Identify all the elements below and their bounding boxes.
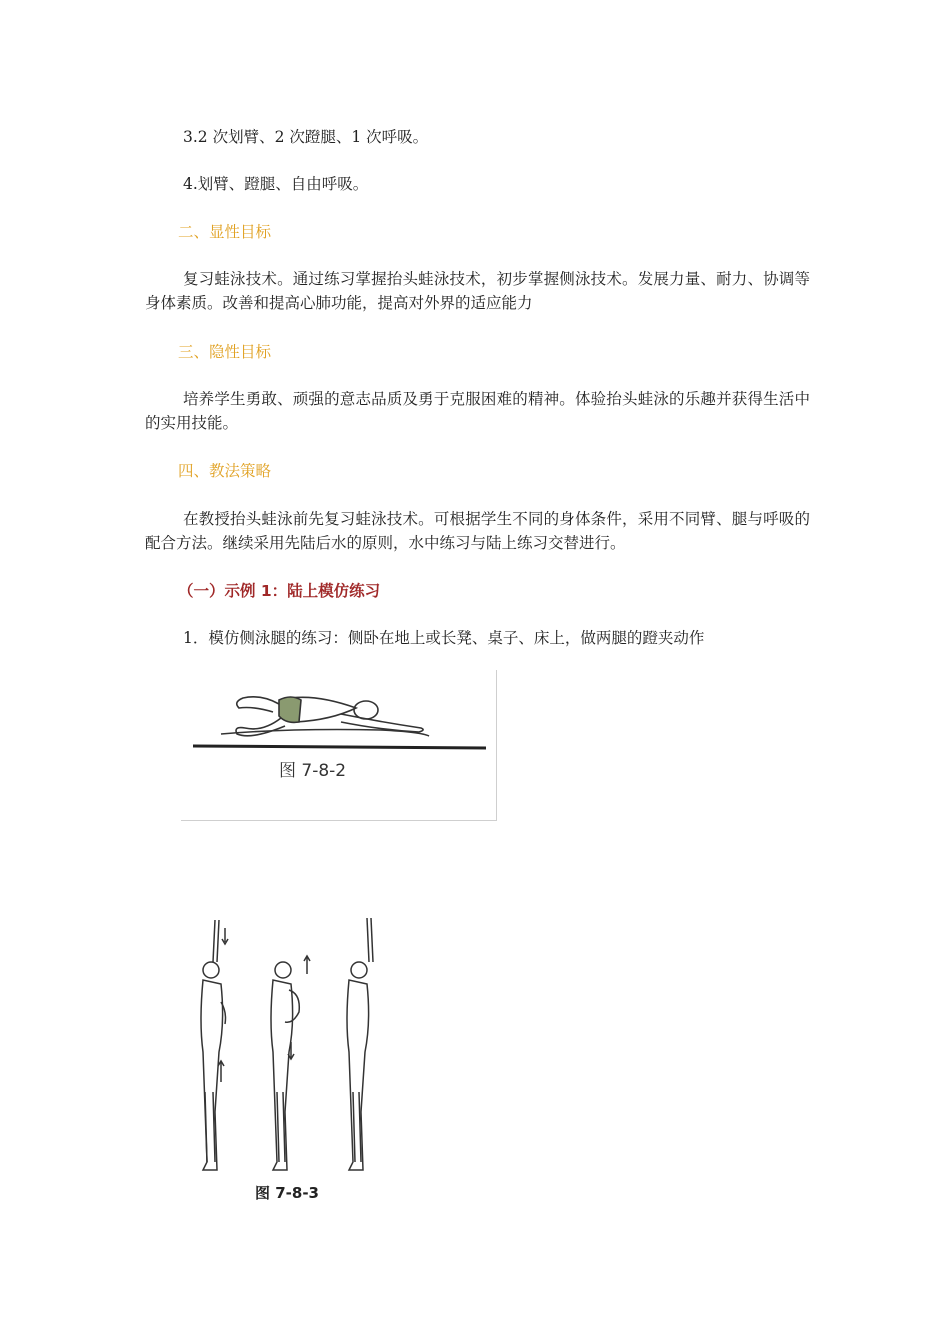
figure-side-lying-kick xyxy=(181,670,497,821)
standing-figure-3 xyxy=(347,918,373,1170)
side-lying-swimmer-illustration xyxy=(181,670,496,820)
section-teaching-strategy-title: 四、教法策略 xyxy=(178,462,272,480)
practice-line-4: 4.划臂、蹬腿、自由呼吸。 xyxy=(183,175,369,193)
figure-standing-arm-practice xyxy=(181,912,381,1207)
section-explicit-goals-title: 二、显性目标 xyxy=(178,223,272,241)
section-teaching-strategy-body: 在教授抬头蛙泳前先复习蛙泳技术。可根据学生不同的身体条件，采用不同臂、腿与呼吸的配合方法。继续采用先陆后水的原则，水中练习与陆上练习交替进行。 xyxy=(145,510,810,552)
example-1-title: （一）示例 1：陆上模仿练习 xyxy=(178,582,381,600)
standing-figure-1 xyxy=(201,920,228,1170)
figure-7-8-2-caption: 图 7-8-2 xyxy=(279,761,347,781)
section-explicit-goals-body: 复习蛙泳技术。通过练习掌握抬头蛙泳技术，初步掌握侧泳技术。发展力量、耐力、协调等身体素质。改善和提高心肺功能，提高对外界的适应能力 xyxy=(145,270,810,312)
standing-figure-2 xyxy=(271,956,310,1170)
section-implicit-goals-title: 三、隐性目标 xyxy=(178,343,272,361)
practice-line-3: 3.2 次划臂、2 次蹬腿、1 次呼吸。 xyxy=(183,128,429,146)
example-1-item-1: 1．模仿侧泳腿的练习：侧卧在地上或长凳、桌子、床上，做两腿的蹬夹动作 xyxy=(183,629,705,647)
standing-figures-illustration xyxy=(181,912,381,1207)
figure-7-8-3-caption: 图 7-8-3 xyxy=(255,1184,319,1202)
section-implicit-goals-body: 培养学生勇敢、顽强的意志品质及勇于克服困难的精神。体验抬头蛙泳的乐趣并获得生活中的实用技能。 xyxy=(145,390,810,432)
